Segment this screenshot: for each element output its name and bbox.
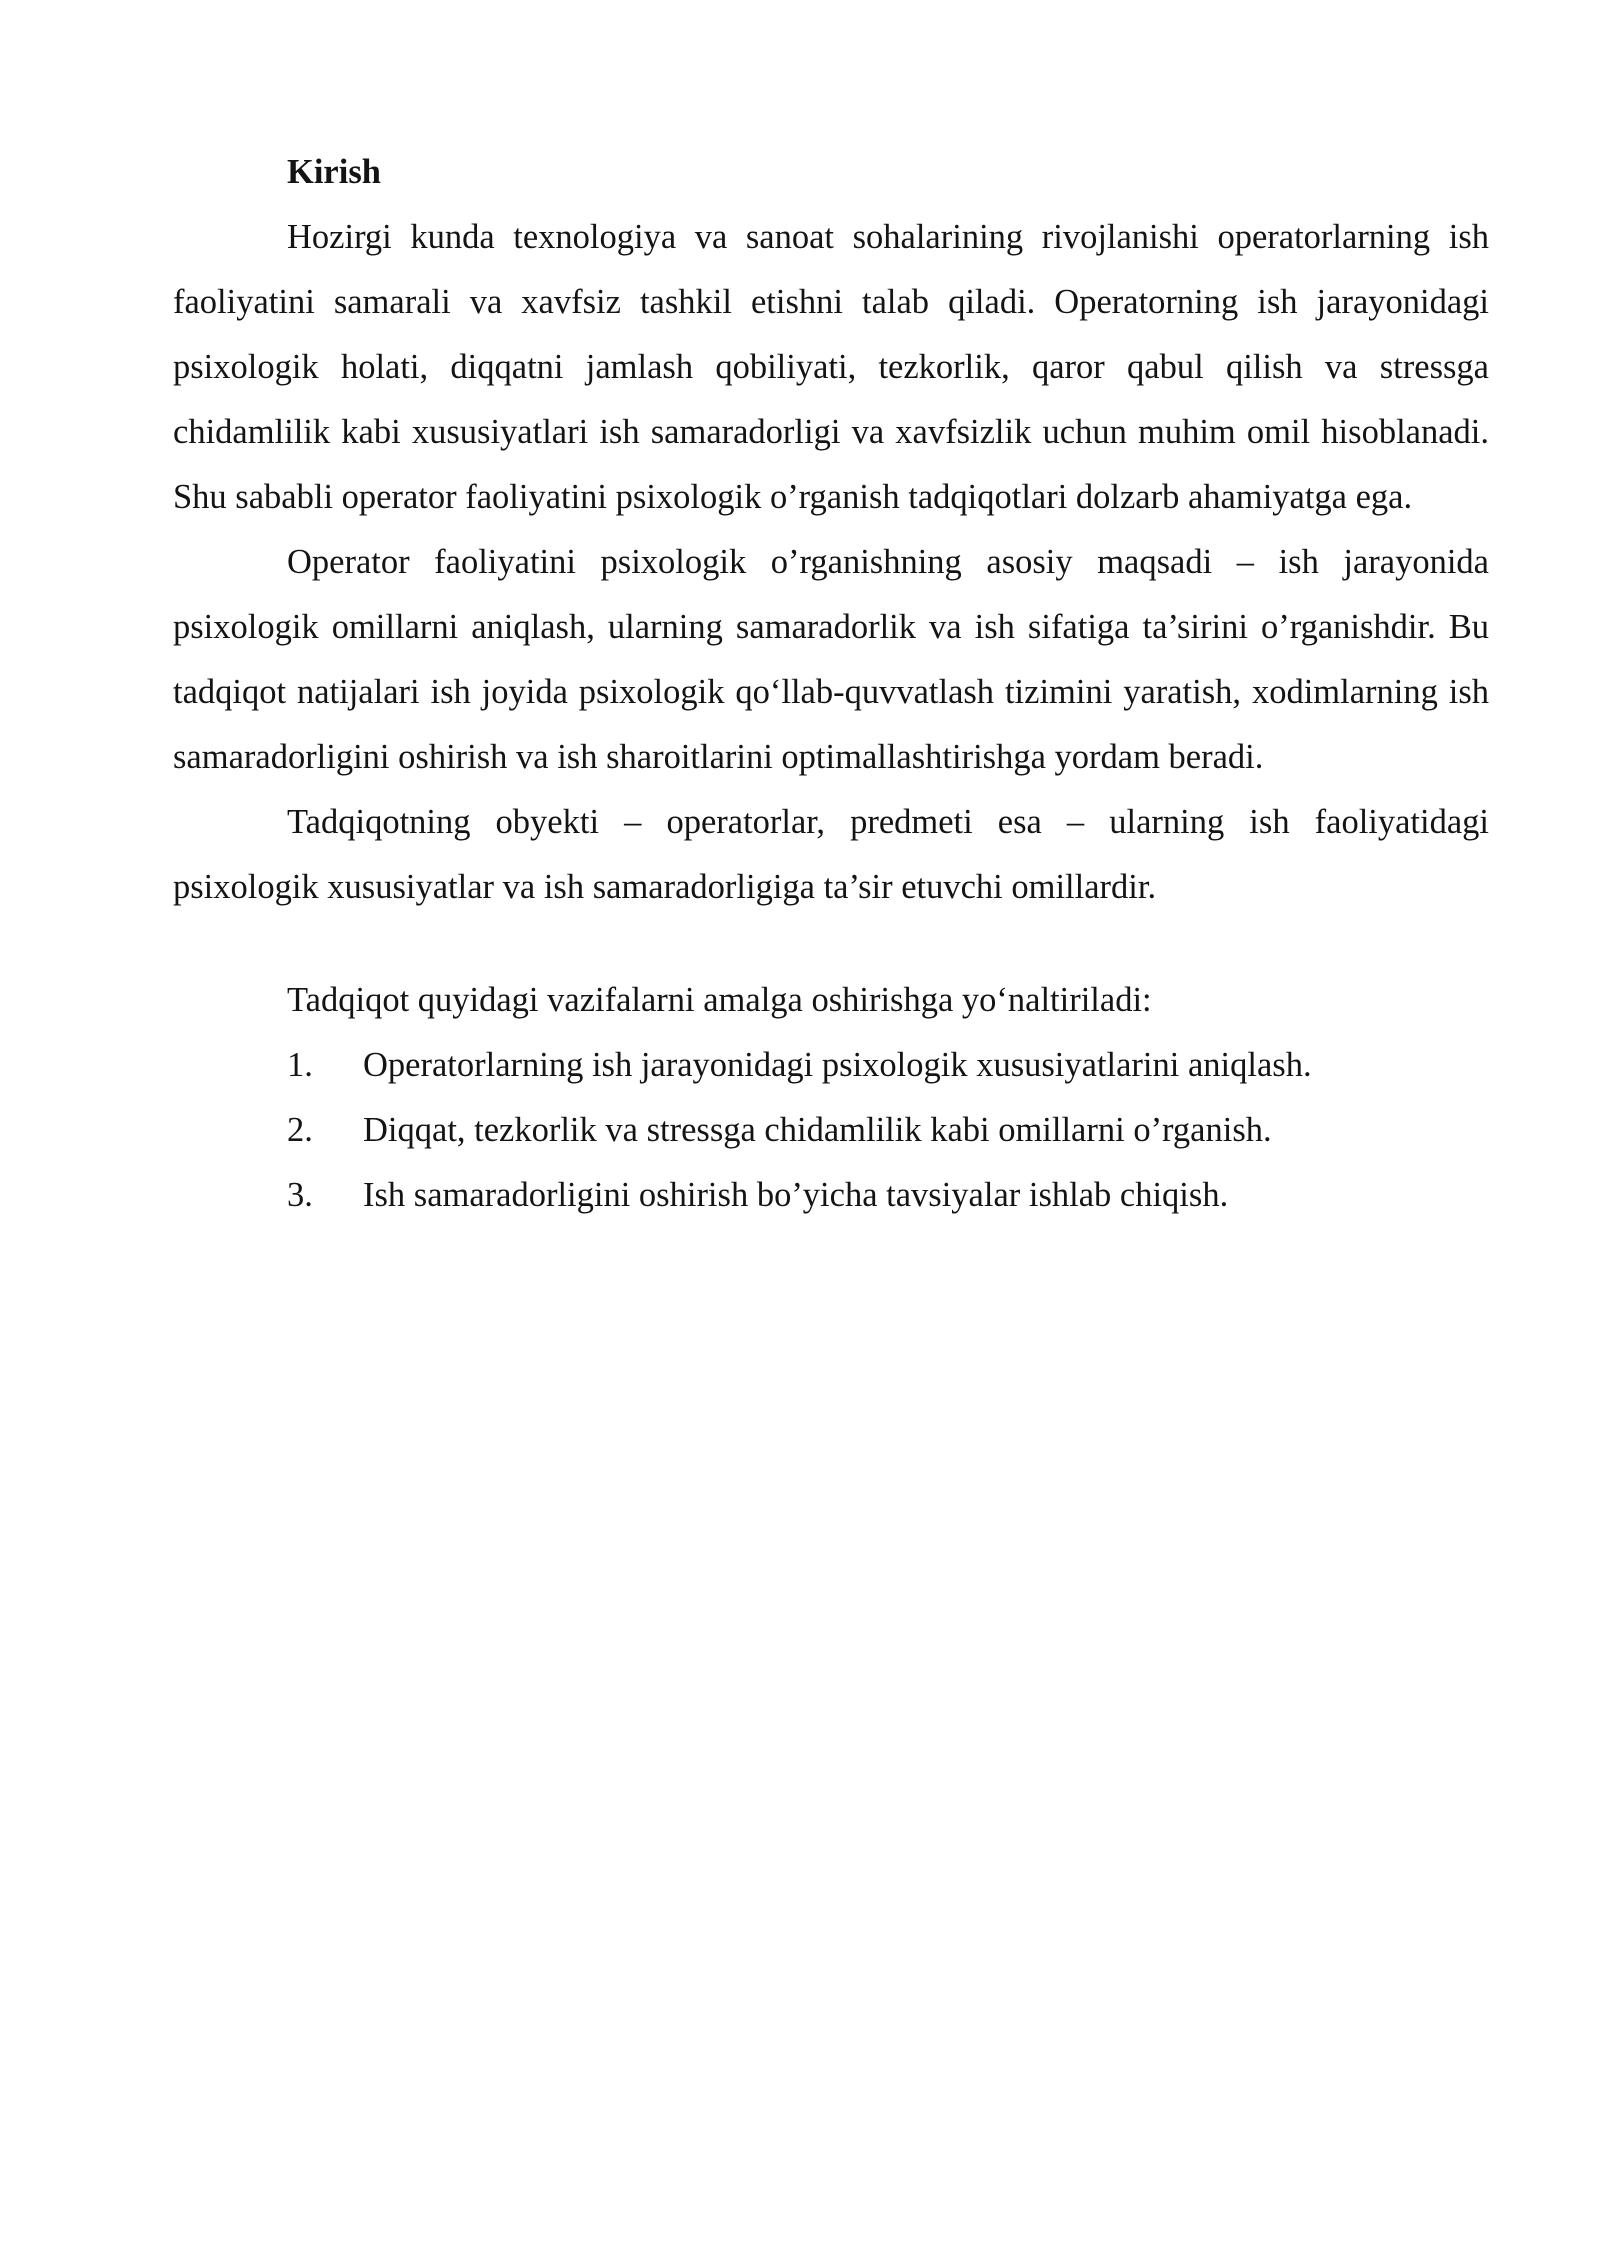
section-heading: Kirish bbox=[287, 153, 381, 191]
paragraph-object: Tadqiqotning obyekti – operatorlar, predmeti esa – ularning ish faoliyatidagi psixologik xususiyatlar va ish samaradorligiga ta’sir etuvchi omillardir. bbox=[173, 803, 1489, 906]
tasks-intro: Tadqiqot quyidagi vazifalarni amalga oshirishga yo‘naltiriladi: bbox=[287, 981, 1152, 1019]
document-page bbox=[173, 140, 1489, 1228]
list-item-text: Diqqat, tezkorlik va stressga chidamlilik kabi omillarni o’rganish. bbox=[363, 1111, 1272, 1149]
list-item-text: Ish samaradorligini oshirish bo’yicha tavsiyalar ishlab chiqish. bbox=[363, 1176, 1229, 1214]
list-item-number: 2. bbox=[287, 1111, 313, 1149]
task-list bbox=[173, 1033, 1489, 1228]
list-item bbox=[173, 1033, 1489, 1098]
list-item-number: 1. bbox=[287, 1046, 313, 1084]
list-item bbox=[173, 1163, 1489, 1228]
list-item bbox=[173, 1098, 1489, 1163]
paragraph-intro: Hozirgi kunda texnologiya va sanoat sohalarining rivojlanishi operatorlarning ish faoliyatini samarali va xavfsiz tashkil etishni talab qiladi. Operatorning ish jarayonidagi psixologik holati, diqqatni jamlash qobiliyati, tezkorlik, qaror qabul qilish va stressga chidamlilik kabi xususiyatlari ish samaradorligi va xavfsizlik uchun muhim omil hisoblanadi. Shu sababli operator faoliyatini psixologik o’rganish tadqiqotlari dolzarb ahamiyatga ega. bbox=[173, 218, 1489, 516]
paragraph-goal: Operator faoliyatini psixologik o’rganishning asosiy maqsadi – ish jarayonida psixologik omillarni aniqlash, ularning samaradorlik va ish sifatiga ta’sirini o’rganishdir. Bu tadqiqot natijalari ish joyida psixologik qo‘llab-quvvatlash tizimini yaratish, xodimlarning ish samaradorligini oshirish va ish sharoitlarini optimallashtirishga yordam beradi. bbox=[173, 543, 1489, 776]
paragraph-gap bbox=[173, 920, 1489, 968]
list-item-number: 3. bbox=[287, 1176, 313, 1214]
list-item-text: Operatorlarning ish jarayonidagi psixologik xususiyatlarini aniqlash. bbox=[363, 1046, 1312, 1084]
